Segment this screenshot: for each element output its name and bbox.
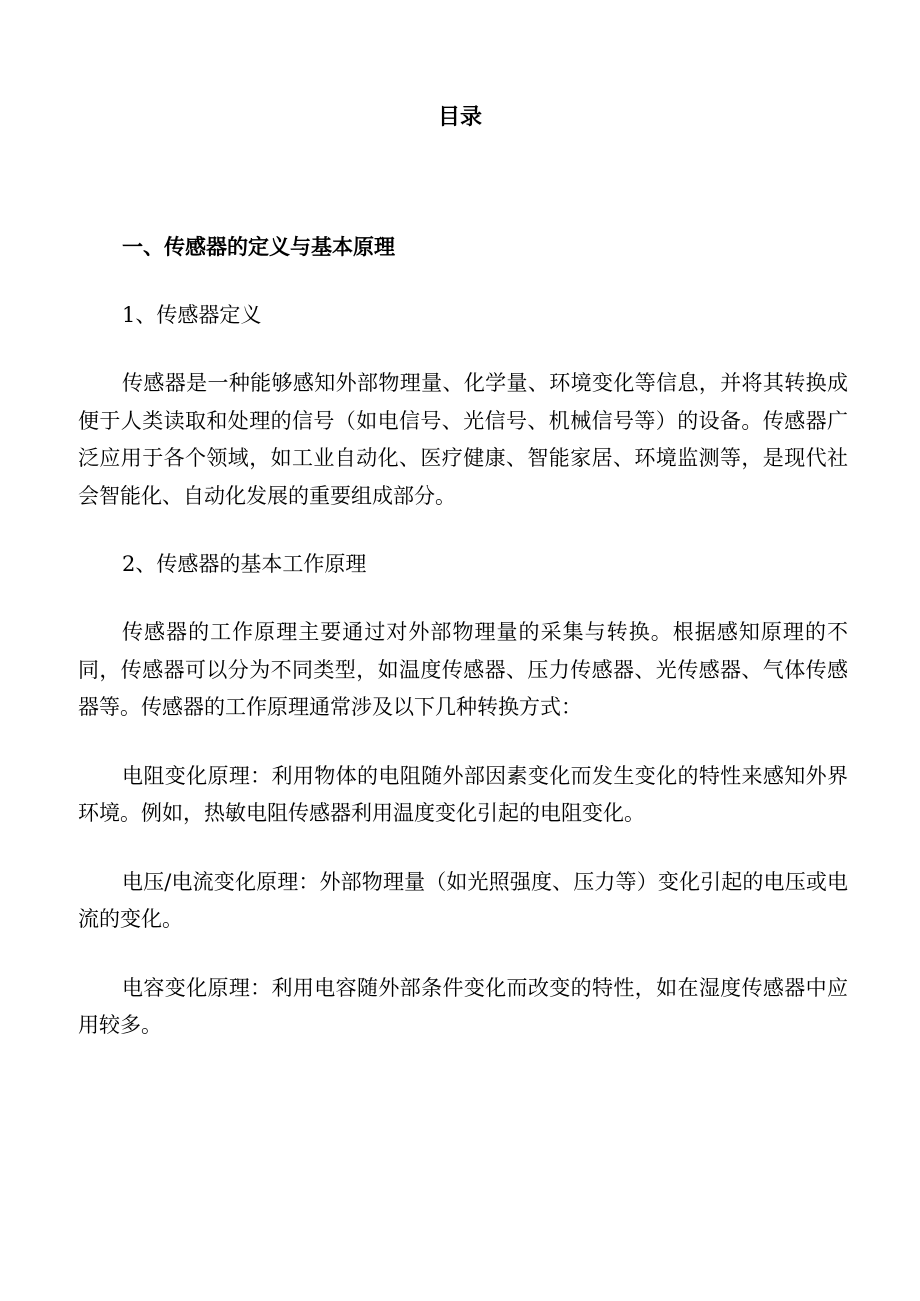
resistance-principle-paragraph: 电阻变化原理：利用物体的电阻随外部因素变化而发生变化的特性来感知外界环境。例如，热敏电阻传感器利用温度变化引起的电阻变化。 <box>78 763 848 825</box>
principle-paragraph: 传感器的工作原理主要通过对外部物理量的采集与转换。根据感知原理的不同，传感器可以分为不同类型，如温度传感器、压力传感器、光传感器、气体传感器等。传感器的工作原理通常涉及以下几种转换方式： <box>78 620 848 719</box>
subsection-heading-principle: 2、传感器的基本工作原理 <box>122 552 367 576</box>
definition-paragraph: 传感器是一种能够感知外部物理量、化学量、环境变化等信息，并将其转换成便于人类读取和处理的信号（如电信号、光信号、机械信号等）的设备。传感器广泛应用于各个领域，如工业自动化、医疗健康、智能家居、环境监测等，是现代社会智能化、自动化发展的重要组成部分。 <box>78 371 848 508</box>
section-heading: 一、传感器的定义与基本原理 <box>122 235 395 259</box>
subsection-heading-definition: 1、传感器定义 <box>122 303 262 327</box>
document-title: 目录 <box>437 105 482 130</box>
document-body <box>78 229 848 1076</box>
voltage-current-principle-paragraph: 电压/电流变化原理：外部物理量（如光照强度、压力等）变化引起的电压或电流的变化。 <box>78 869 848 931</box>
capacitance-principle-paragraph: 电容变化原理：利用电容随外部条件变化而改变的特性，如在湿度传感器中应用较多。 <box>78 975 848 1037</box>
